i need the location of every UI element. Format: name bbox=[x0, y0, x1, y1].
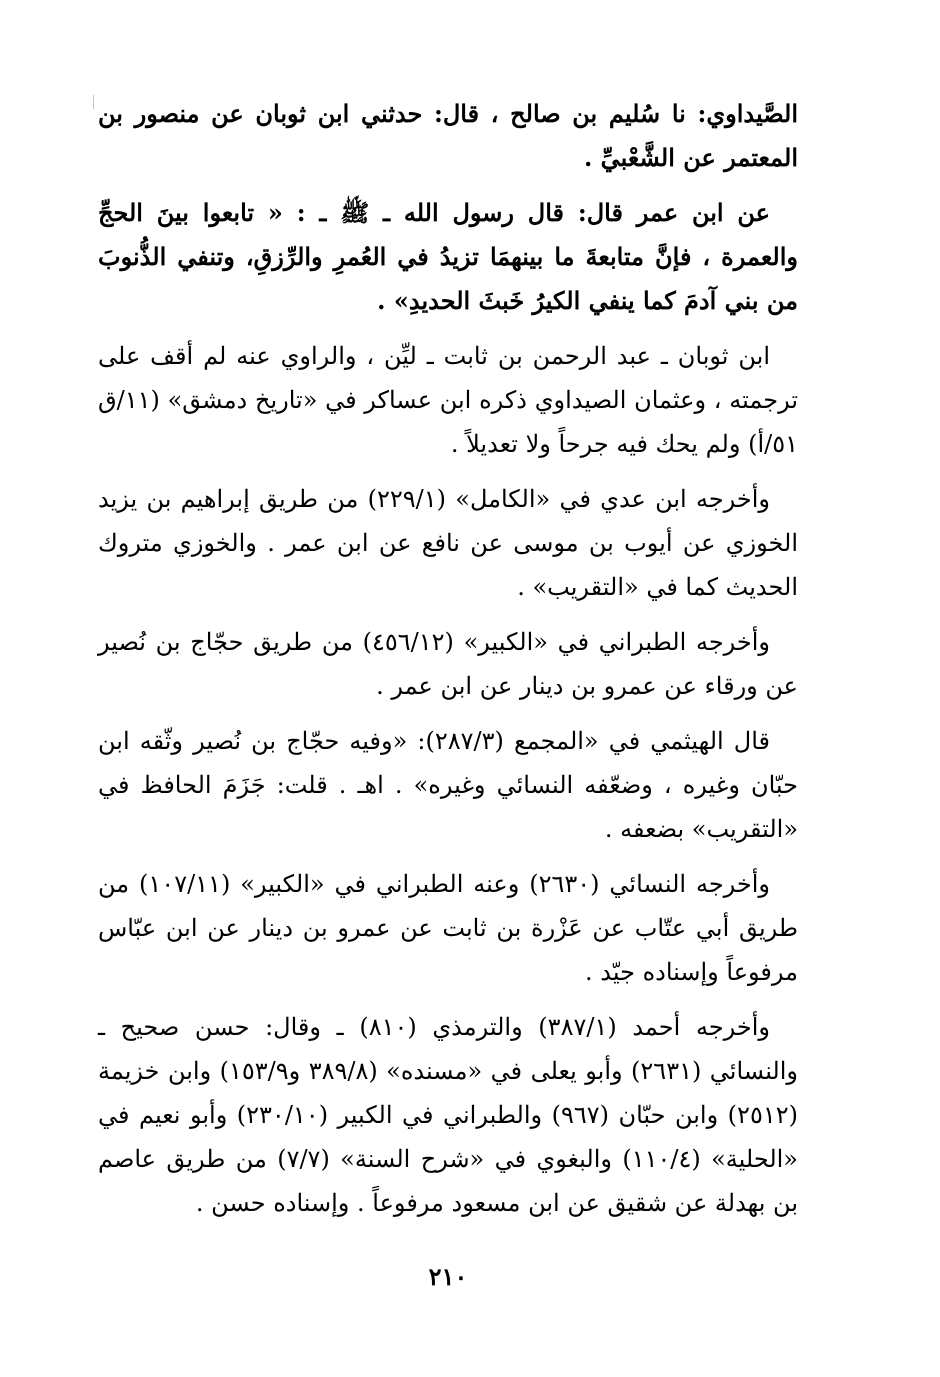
page-number: ٢١٠ bbox=[428, 1262, 468, 1291]
hadith-text-paragraph: عن ابن عمر قال: قال رسول الله ـ ﷺ ـ : « تابعوا بينَ الحجِّ والعمرة ، فإنَّ متابعةَ ما بينهمَا تزيدُ في العُمرِ والرِّزقِ، وتنفي الذُّنوبَ من بني آدمَ كما ينفي الكيرُ خَبثَ الحديدِ» . bbox=[98, 198, 798, 315]
book-page bbox=[98, 92, 798, 1352]
commentary-paragraph-1: ابن ثوبان ـ عبد الرحمن بن ثابت ـ ليِّن ، والراوي عنه لم أقف على ترجمته ، وعثمان الصيداوي ذكره ابن عساكر في «تاريخ دمشق» (١١/ق ٥١/أ) ولم يحك فيه جرحاً ولا تعديلاً . bbox=[98, 342, 798, 458]
commentary-paragraph-6: وأخرجه أحمد (٣٨٧/١) والترمذي (٨١٠) ـ وقال: حسن صحيح ـ والنسائي (٢٦٣١) وأبو يعلى في «مسنده» (٣٨٩/٨ و١٥٣/٩) وابن خزيمة (٢٥١٢) وابن حبّان (٩٦٧) والطبراني في الكبير (٢٣٠/١٠) وأبو نعيم في «الحلية» (١١٠/٤) والبغوي في «شرح السنة» (٧/٧) من طريق عاصم بن بهدلة عن شقيق عن ابن مسعود مرفوعاً . وإسناده حسن . bbox=[98, 1013, 799, 1217]
commentary-paragraph-5: وأخرجه النسائي (٢٦٣٠) وعنه الطبراني في «الكبير» (١٠٧/١١) من طريق أبي عتّاب عن عَزْرة بن ثابت عن عمرو بن دينار عن ابن عبّاس مرفوعاً وإسناده جيّد . bbox=[98, 870, 798, 986]
commentary-paragraph-4: قال الهيثمي في «المجمع (٢٨٧/٣): «وفيه حجّاج بن نُصير وثّقه ابن حبّان وغيره ، وضعّفه النسائي وغيره» . اهـ . قلت: جَزَمَ الحافظ في «التقريب» بضعفه . bbox=[98, 727, 798, 843]
margin-mark bbox=[93, 95, 94, 109]
isnad-chain-paragraph: الصَّيداوي: نا سُليم بن صالح ، قال: حدثني ابن ثوبان عن منصور بن المعتمر عن الشَّعْبيِّ . bbox=[98, 99, 798, 172]
commentary-paragraph-2: وأخرجه ابن عدي في «الكامل» (٢٢٩/١) من طريق إبراهيم بن يزيد الخوزي عن أيوب بن موسى عن نافع عن ابن عمر . والخوزي متروك الحديث كما في «التقريب» . bbox=[98, 485, 798, 601]
commentary-paragraph-3: وأخرجه الطبراني في «الكبير» (٤٥٦/١٢) من طريق حجّاج بن نُصير عن ورقاء عن عمرو بن دينار عن ابن عمر . bbox=[98, 628, 798, 700]
